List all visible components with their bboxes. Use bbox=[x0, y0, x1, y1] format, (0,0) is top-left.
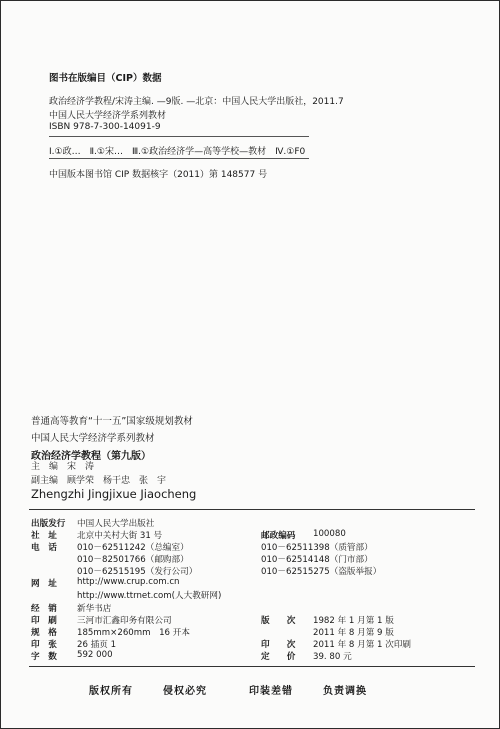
web-label: 网 址 bbox=[31, 579, 57, 589]
edition-label: 版 次 bbox=[261, 616, 296, 626]
cip-title: 图书在版编目（CIP）数据 bbox=[49, 73, 162, 84]
cip-divider bbox=[49, 158, 309, 159]
section-divider bbox=[29, 509, 475, 510]
postcode-value: 100080 bbox=[313, 529, 346, 539]
impression-value: 2011 年 8 月第 1 次印刷 bbox=[313, 640, 412, 650]
phone-1b: 010－62511398（质管部） bbox=[261, 543, 373, 553]
pinyin-title: Zhengzhi Jingjixue Jiaocheng bbox=[31, 487, 197, 501]
deputy-editors-line: 副主编 顾学荣 杨干忠 张 宇 bbox=[31, 476, 167, 486]
web-link-1: http://www.crup.com.cn bbox=[77, 577, 180, 587]
publisher-value: 中国人民大学出版社 bbox=[77, 519, 155, 529]
editor-line: 主 编 宋 涛 bbox=[31, 462, 95, 472]
series-line-1: 普通高等教育“十一五”国家级规划教材 bbox=[31, 416, 193, 427]
copyright-rights: 版权所有 bbox=[89, 686, 133, 697]
spec-value: 185mm×260mm 16 开本 bbox=[77, 628, 190, 638]
postcode-label: 邮政编码 bbox=[261, 531, 296, 541]
phone-2: 010－82501766（邮购部） bbox=[77, 555, 189, 565]
cip-classification: Ⅰ.①政… Ⅱ.①宋… Ⅲ.①政治经济学—高等学校—教材 Ⅳ.①F0 bbox=[49, 147, 306, 157]
book-title: 政治经济学教程（第九版） bbox=[31, 451, 151, 462]
footer-divider bbox=[29, 666, 475, 667]
cip-divider bbox=[49, 136, 309, 137]
printer-label: 印 刷 bbox=[31, 616, 57, 626]
words-label: 字 数 bbox=[31, 652, 57, 662]
address-label: 社 址 bbox=[31, 531, 57, 541]
copyright-exchange: 负责调换 bbox=[323, 686, 367, 697]
copyright-infringe: 侵权必究 bbox=[163, 686, 207, 697]
impression-label: 印 次 bbox=[261, 640, 296, 650]
phone-3: 010－62515195（发行公司） bbox=[77, 567, 198, 577]
phone-3b: 010－62515275（盗版举报） bbox=[261, 567, 382, 577]
words-value: 592 000 bbox=[77, 650, 113, 660]
price-value: 39. 80 元 bbox=[313, 652, 352, 662]
sheets-value: 26 插页 1 bbox=[77, 640, 117, 650]
distributor-label: 经 销 bbox=[31, 604, 57, 614]
edition-first: 1982 年 1 月第 1 版 bbox=[313, 616, 394, 626]
printer-value: 三河市汇鑫印务有限公司 bbox=[77, 616, 172, 626]
address-value: 北京中关村大街 31 号 bbox=[77, 531, 163, 541]
publisher-label: 出版发行 bbox=[31, 519, 66, 529]
cip-isbn: ISBN 978-7-300-14091-9 bbox=[49, 122, 161, 132]
distributor-value: 新华书店 bbox=[77, 604, 112, 614]
cip-verification: 中国版本图书馆 CIP 数据核字（2011）第 148577 号 bbox=[49, 170, 268, 180]
phone-2b: 010－62514148（门市部） bbox=[261, 555, 373, 565]
phone-label: 电 话 bbox=[31, 543, 57, 553]
spec-label: 规 格 bbox=[31, 628, 57, 638]
edition-current: 2011 年 8 月第 9 版 bbox=[313, 628, 394, 638]
sheets-label: 印 张 bbox=[31, 640, 57, 650]
copyright-errors: 印装差错 bbox=[249, 686, 293, 697]
phone-1: 010－62511242（总编室） bbox=[77, 543, 189, 553]
web-link-2: http://www.ttrnet.com(人大教研网) bbox=[77, 591, 222, 601]
cip-bibliographic-line: 政治经济学教程/宋涛主编. —9版. —北京：中国人民大学出版社，2011.7 bbox=[49, 97, 344, 107]
cip-series-line: 中国人民大学经济学系列教材 bbox=[49, 111, 167, 121]
series-line-2: 中国人民大学经济学系列教材 bbox=[31, 433, 155, 444]
price-label: 定 价 bbox=[261, 652, 296, 662]
